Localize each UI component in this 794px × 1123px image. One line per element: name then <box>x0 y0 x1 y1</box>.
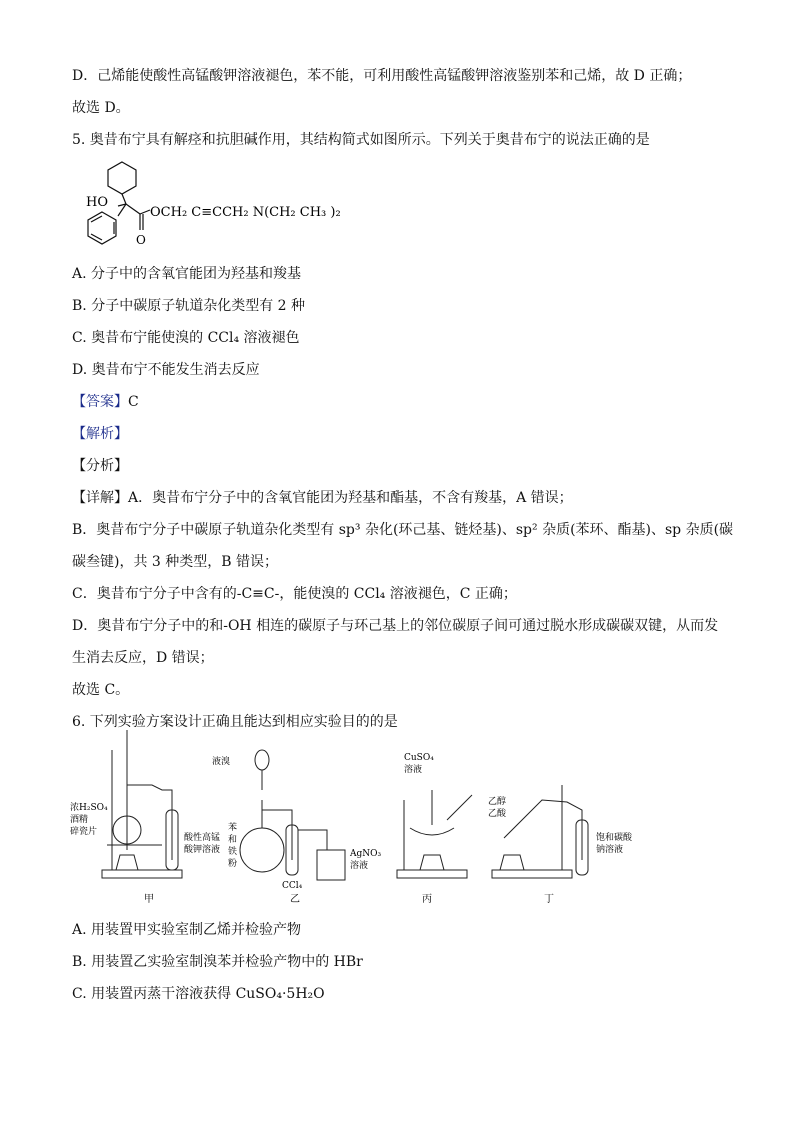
detail-d-2: 生消去反应，D 错误； <box>72 650 214 666</box>
answer-row <box>72 392 139 412</box>
phenyl-ring <box>88 212 116 244</box>
option-6c: C. 用装置丙蒸干溶液获得 CuSO₄·5H₂O <box>72 986 325 1002</box>
option-6b: B. 用装置乙实验室制溴苯并检验产物中的 HBr <box>72 954 363 970</box>
option-5d: D. 奥昔布宁不能发生消去反应 <box>72 362 260 378</box>
lab-apparatus-figure <box>70 730 712 910</box>
apparatus-yi <box>240 750 345 880</box>
yi-liquid-bromine: 液溴 <box>212 757 231 767</box>
yi-name: 乙 <box>290 894 300 905</box>
answer-value: C <box>128 394 139 410</box>
ding-reagent-1: 乙醇 <box>488 797 507 807</box>
bing-reagent-1: CuSO₄ <box>404 753 434 763</box>
jia-solution-1: 酸性高锰 <box>184 833 221 843</box>
yi-flask-4: 粉 <box>228 859 238 869</box>
option-5b: B. 分子中碳原子轨道杂化类型有 2 种 <box>72 298 305 314</box>
oxybutynin-structure <box>72 158 392 250</box>
side-chain-label: OCH₂ C≡CCH₂ N(CH₂ CH₃ )₂ <box>150 205 341 220</box>
fenxi-label: 【分析】 <box>72 458 128 474</box>
ding-reagent-2: 乙酸 <box>488 809 507 819</box>
question-5-stem: 5. 奥昔布宁具有解痉和抗胆碱作用，其结构简式如图所示。下列关于奥昔布宁的说法正确的是 <box>72 132 650 148</box>
analysis-label: 【解析】 <box>72 426 128 442</box>
ho-label: HO <box>86 195 108 210</box>
detail-b-1: B．奥昔布宁分子中碳原子轨道杂化类型有 sp³ 杂化(环己基、链烃基)、sp² 杂质(苯环、酯基)、sp 杂质(碳 <box>72 522 734 538</box>
yi-flask-3: 铁 <box>228 847 238 857</box>
yi-agno3-2: 溶液 <box>350 861 369 871</box>
apparatus-jia <box>102 730 182 878</box>
text-line-d-conclusion: D．己烯能使酸性高锰酸钾溶液褪色，苯不能，可利用酸性高锰酸钾溶液鉴别苯和己烯，故 D 正确； <box>72 68 692 84</box>
jia-reagent-1: 浓H₂SO₄ <box>70 803 108 813</box>
answer-label: 【答案】 <box>72 394 128 410</box>
ding-solution-1: 饱和碳酸 <box>596 833 633 843</box>
apparatus-bing <box>397 790 472 878</box>
yi-agno3-1: AgNO₃ <box>350 849 382 859</box>
bing-name: 丙 <box>422 894 432 905</box>
question-6-stem: 6. 下列实验方案设计正确且能达到相应实验目的的是 <box>72 714 398 730</box>
jia-reagent-2: 酒精 <box>70 815 89 825</box>
detail-c: C．奥昔布宁分子中含有的-C≡C-，能使溴的 CCl₄ 溶液褪色，C 正确； <box>72 586 517 602</box>
jia-reagent-3: 碎瓷片 <box>70 827 98 837</box>
choose-c: 故选 C。 <box>72 682 130 698</box>
detail-d-1: D．奥昔布宁分子中的和-OH 相连的碳原子与环己基上的邻位碳原子间可通过脱水形成碳碳双键，从而发 <box>72 618 719 634</box>
yi-flask-1: 苯 <box>228 823 238 833</box>
ding-solution-2: 钠溶液 <box>596 845 624 855</box>
detail-b-2: 碳叁键)，共 3 种类型，B 错误； <box>72 554 279 570</box>
cyclohexyl-ring <box>108 162 136 194</box>
option-6a: A. 用装置甲实验室制乙烯并检验产物 <box>72 922 302 938</box>
apparatus-ding <box>492 785 588 878</box>
detail-a: 【详解】A．奥昔布宁分子中的含氧官能团为羟基和酯基，不含有羧基，A 错误； <box>72 490 573 506</box>
text-line-choose-d: 故选 D。 <box>72 100 130 116</box>
jia-solution-2: 酸钾溶液 <box>184 845 221 855</box>
option-5a: A. 分子中的含氧官能团为羟基和羧基 <box>72 266 302 282</box>
ding-name: 丁 <box>544 894 554 905</box>
yi-flask-2: 和 <box>228 835 238 845</box>
option-5c: C. 奥昔布宁能使溴的 CCl₄ 溶液褪色 <box>72 330 300 346</box>
carbonyl-o-label: O <box>136 233 146 247</box>
bing-reagent-2: 溶液 <box>404 765 423 775</box>
jia-name: 甲 <box>144 894 154 905</box>
yi-ccl4: CCl₄ <box>282 881 303 891</box>
